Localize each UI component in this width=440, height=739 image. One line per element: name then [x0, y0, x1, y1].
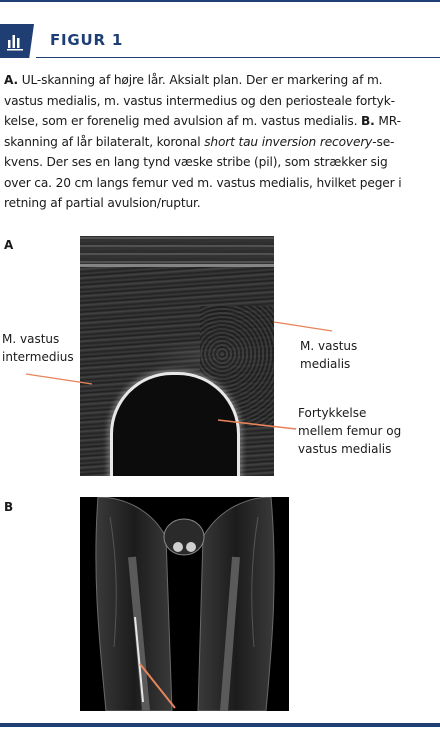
- figure-title: FIGUR 1: [50, 31, 124, 49]
- arrow-mri-fluid-stripe: [140, 664, 175, 708]
- label-line: Fortykkelse: [298, 406, 367, 420]
- caption-text: skanning af lår bilateralt, koronal: [4, 134, 205, 149]
- bottom-rule: [0, 723, 440, 727]
- caption-text: -se-: [372, 134, 395, 149]
- caption-italic: short tau inversion recovery: [204, 134, 373, 149]
- caption-marker-a: A.: [4, 73, 18, 87]
- label-line: M. vastus: [2, 332, 60, 346]
- caption-line: over ca. 20 cm langs femur ved m. vastus medialis, hvilket peger i: [4, 175, 402, 190]
- arrow-fortykkelse: [218, 420, 296, 429]
- label-line: medialis: [300, 357, 351, 371]
- label-line: M. vastus: [300, 339, 358, 353]
- caption-text: UL-skanning af højre lår. Aksialt plan. Der er markering af m.: [18, 73, 383, 87]
- caption-text: MR-: [374, 114, 401, 128]
- caption-line: kvens. Der ses en lang tynd væske stribe (pil), som strækker sig: [4, 155, 388, 169]
- label-line: vastus medialis: [298, 442, 392, 456]
- caption-marker-b: B.: [361, 114, 375, 128]
- label-line: intermedius: [2, 350, 74, 364]
- caption-text: kelse, som er forenelig med avulsion af m. vastus medialis.: [4, 114, 362, 128]
- panel-b-label: B: [4, 500, 14, 514]
- label-line: mellem femur og: [298, 424, 402, 438]
- caption-line: retning af partial avulsion/ruptur.: [4, 196, 201, 210]
- arrow-vastus-intermedius: [26, 374, 92, 384]
- panel-a-label: A: [4, 238, 14, 252]
- arrow-vastus-medialis: [274, 322, 332, 331]
- caption-line: vastus medialis, m. vastus intermedius og den periosteale fortyk-: [4, 93, 395, 108]
